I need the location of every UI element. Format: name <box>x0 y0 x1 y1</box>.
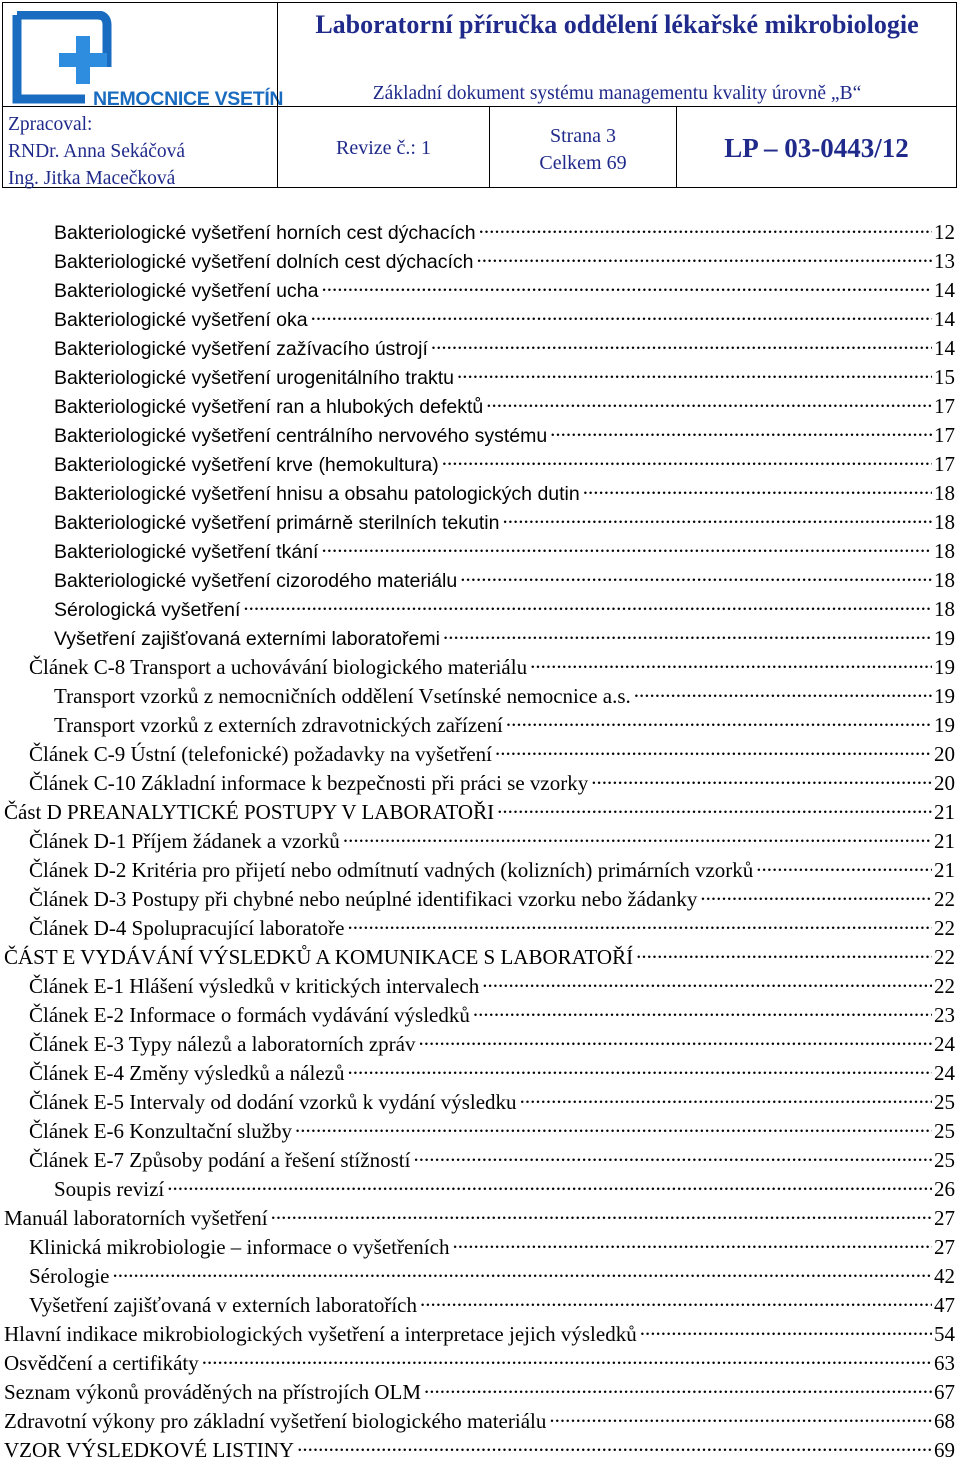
toc-dot-leader <box>460 567 932 587</box>
toc-entry-page: 18 <box>934 568 955 592</box>
toc-entry-page: 68 <box>934 1409 955 1433</box>
page-info <box>490 123 676 177</box>
toc-dot-leader <box>321 277 932 297</box>
toc-entry[interactable] <box>0 712 955 740</box>
toc-dot-leader <box>167 1176 932 1196</box>
toc-entry-page: 14 <box>934 307 955 331</box>
toc-dot-leader <box>112 1263 932 1283</box>
toc-entry[interactable] <box>0 596 955 624</box>
toc-entry-page: 13 <box>934 249 955 273</box>
toc-entry-label: Bakteriologické vyšetření tkání <box>54 541 319 563</box>
toc-entry-label: Článek D-3 Postupy při chybné nebo neúplné identifikaci vzorku nebo žádanky <box>29 887 698 911</box>
toc-entry-label: Klinická mikrobiologie – informace o vyšetřeních <box>29 1235 450 1259</box>
toc-entry[interactable] <box>0 1147 955 1175</box>
revision-cell <box>277 106 490 188</box>
toc-entry-page: 23 <box>934 1003 955 1027</box>
document-header <box>2 2 957 188</box>
toc-entry-label: Manuál laboratorních vyšetření <box>4 1206 268 1230</box>
toc-entry-label: Transport vzorků z nemocničních oddělení Vsetínské nemocnice a.s. <box>54 684 631 708</box>
title-cell <box>277 2 957 107</box>
toc-entry-label: Bakteriologické vyšetření hnisu a obsahu patologických dutin <box>54 483 580 505</box>
toc-dot-leader <box>482 973 932 993</box>
toc-entry[interactable] <box>0 1350 955 1378</box>
toc-dot-leader <box>506 712 932 732</box>
toc-entry-label: Bakteriologické vyšetření krve (hemokultura) <box>54 454 439 476</box>
toc-entry[interactable] <box>0 1234 955 1262</box>
author-name-1: RNDr. Anna Sekáčová <box>8 141 186 162</box>
toc-dot-leader <box>497 799 932 819</box>
toc-entry-page: 27 <box>934 1206 955 1230</box>
toc-entry-page: 18 <box>934 539 955 563</box>
toc-dot-leader <box>502 509 932 529</box>
toc-dot-leader <box>202 1350 932 1370</box>
toc-entry-label: Sérologická vyšetření <box>54 599 241 621</box>
toc-entry-label: Bakteriologické vyšetření horních cest dýchacích <box>54 222 476 244</box>
toc-entry-label: Článek D-4 Spolupracující laboratoře <box>29 916 345 940</box>
toc-entry[interactable] <box>0 770 955 798</box>
toc-entry-label: Článek E-7 Způsoby podání a řešení stížností <box>29 1148 411 1172</box>
toc-entry-page: 19 <box>934 655 955 679</box>
toc-dot-leader <box>295 1118 932 1138</box>
toc-entry-page: 19 <box>934 713 955 737</box>
toc-entry-page: 15 <box>934 365 955 389</box>
toc-entry-label: Bakteriologické vyšetření centrálního nervového systému <box>54 425 548 447</box>
toc-entry-page: 17 <box>934 394 955 418</box>
toc-entry[interactable] <box>0 625 955 653</box>
toc-dot-leader <box>419 1031 933 1051</box>
toc-entry[interactable] <box>0 1002 955 1030</box>
toc-entry-page: 22 <box>934 945 955 969</box>
toc-entry-label: Transport vzorků z externích zdravotnických zařízení <box>54 713 503 737</box>
toc-entry-page: 20 <box>934 771 955 795</box>
toc-entry-label: Článek E-1 Hlášení výsledků v kritických intervalech <box>29 974 480 998</box>
toc-entry-page: 22 <box>934 974 955 998</box>
toc-dot-leader <box>271 1205 932 1225</box>
toc-entry-label: Bakteriologické vyšetření zažívacího ústrojí <box>54 338 428 360</box>
toc-dot-leader <box>473 1002 932 1022</box>
toc-dot-leader <box>443 625 932 645</box>
toc-entry[interactable] <box>0 973 955 1001</box>
toc-dot-leader <box>297 1437 932 1457</box>
toc-entry[interactable] <box>0 1118 955 1146</box>
toc-entry-page: 20 <box>934 742 955 766</box>
toc-entry-label: Vyšetření zajišťovaná v externích laboratořích <box>29 1293 417 1317</box>
toc-entry[interactable] <box>0 277 955 305</box>
toc-dot-leader <box>343 828 932 848</box>
toc-entry-page: 42 <box>934 1264 955 1288</box>
toc-entry-label: ČÁST E VYDÁVÁNÍ VÝSLEDKŮ A KOMUNIKACE S LABORATOŘÍ <box>4 945 634 969</box>
toc-entry-page: 67 <box>934 1380 955 1404</box>
toc-dot-leader <box>636 944 932 964</box>
toc-dot-leader <box>495 741 932 761</box>
toc-dot-leader <box>321 538 932 558</box>
toc-entry-label: Článek E-5 Intervaly od dodání vzorků k vydání výsledku <box>29 1090 517 1114</box>
toc-entry-label: Zdravotní výkony pro základní vyšetření biologického materiálu <box>4 1409 547 1433</box>
revision-number: Revize č.: 1 <box>336 137 431 159</box>
toc-entry[interactable] <box>0 1176 955 1204</box>
toc-entry-page: 22 <box>934 887 955 911</box>
toc-entry[interactable] <box>0 1060 955 1088</box>
toc-entry-page: 12 <box>934 220 955 244</box>
toc-dot-leader <box>550 422 932 442</box>
toc-entry-page: 26 <box>934 1177 955 1201</box>
toc-entry-page: 21 <box>934 829 955 853</box>
toc-dot-leader <box>520 1089 932 1109</box>
logo-cell <box>2 2 284 110</box>
toc-entry-label: Vyšetření zajišťovaná externími laboratořemi <box>54 628 440 650</box>
toc-entry-label: Bakteriologické vyšetření cizorodého materiálu <box>54 570 458 592</box>
toc-dot-leader <box>640 1321 932 1341</box>
toc-dot-leader <box>243 596 932 616</box>
toc-entry-page: 24 <box>934 1061 955 1085</box>
toc-entry[interactable] <box>0 509 955 537</box>
toc-entry-label: Hlavní indikace mikrobiologických vyšetření a interpretace jejich výsledků <box>4 1322 637 1346</box>
toc-entry-label: Bakteriologické vyšetření dolních cest dýchacích <box>54 251 474 273</box>
page-number: Strana 3 <box>549 125 617 147</box>
toc-dot-leader <box>479 219 932 239</box>
author-label: Zpracoval: <box>8 114 93 135</box>
toc-entry-page: 17 <box>934 452 955 476</box>
toc-entry[interactable] <box>0 915 955 943</box>
toc-entry-label: Článek D-2 Kritéria pro přijetí nebo odmítnutí vadných (kolizních) primárních vzorků <box>29 858 754 882</box>
toc-entry-label: Článek E-4 Změny výsledků a nálezů <box>29 1061 345 1085</box>
toc-entry-label: Článek E-2 Informace o formách vydávání výsledků <box>29 1003 470 1027</box>
page-cell <box>489 106 677 188</box>
toc-dot-leader <box>700 886 932 906</box>
toc-entry[interactable] <box>0 1292 955 1320</box>
toc-entry-page: 47 <box>934 1293 955 1317</box>
toc-entry[interactable] <box>0 683 955 711</box>
toc-dot-leader <box>549 1408 932 1428</box>
toc-dot-leader <box>591 770 932 790</box>
toc-entry-label: Článek D-1 Příjem žádanek a vzorků <box>29 829 340 853</box>
toc-entry[interactable] <box>0 1321 955 1349</box>
toc-entry-page: 24 <box>934 1032 955 1056</box>
toc-dot-leader <box>530 654 932 674</box>
toc-entry-page: 18 <box>934 597 955 621</box>
toc-dot-leader <box>347 915 932 935</box>
toc-entry-page: 21 <box>934 858 955 882</box>
author-block <box>8 111 185 192</box>
toc-dot-leader <box>583 480 932 500</box>
toc-entry-page: 27 <box>934 1235 955 1259</box>
toc-entry[interactable] <box>0 306 955 334</box>
toc-dot-leader <box>452 1234 932 1254</box>
toc-entry-label: Bakteriologické vyšetření ran a hlubokých defektů <box>54 396 484 418</box>
toc-dot-leader <box>431 335 932 355</box>
toc-entry[interactable] <box>0 828 955 856</box>
toc-entry[interactable] <box>0 422 955 450</box>
document-subtitle: Základní dokument systému managementu kvality úrovně „B“ <box>372 83 862 104</box>
toc-entry-label: Seznam výkonů prováděných na přístrojích OLM <box>4 1380 421 1404</box>
toc-entry[interactable] <box>0 1089 955 1117</box>
toc-entry-label: Bakteriologické vyšetření urogenitálního traktu <box>54 367 454 389</box>
toc-entry[interactable] <box>0 567 955 595</box>
toc-entry[interactable] <box>0 1408 955 1436</box>
toc-entry-page: 69 <box>934 1438 955 1462</box>
toc-entry[interactable] <box>0 335 955 363</box>
toc-entry[interactable] <box>0 654 955 682</box>
toc-entry-page: 21 <box>934 800 955 824</box>
toc-entry-page: 18 <box>934 481 955 505</box>
toc-dot-leader <box>311 306 932 326</box>
toc-entry-label: VZOR VÝSLEDKOVÉ LISTINY <box>4 1438 295 1462</box>
toc-entry-label: Soupis revizí <box>54 1177 165 1201</box>
toc-entry[interactable] <box>0 248 955 276</box>
toc-entry-page: 19 <box>934 684 955 708</box>
toc-entry[interactable] <box>0 364 955 392</box>
toc-entry-label: Článek C-8 Transport a uchovávání biologického materiálu <box>29 655 528 679</box>
toc-entry[interactable] <box>0 1379 955 1407</box>
toc-entry-page: 17 <box>934 423 955 447</box>
toc-entry-page: 63 <box>934 1351 955 1375</box>
toc-entry-label: Článek E-6 Konzultační služby <box>29 1119 293 1143</box>
toc-entry-page: 18 <box>934 510 955 534</box>
toc-entry-page: 54 <box>934 1322 955 1346</box>
toc-entry-label: Bakteriologické vyšetření oka <box>54 309 308 331</box>
toc-dot-leader <box>476 248 932 268</box>
toc-dot-leader <box>347 1060 932 1080</box>
toc-dot-leader <box>457 364 932 384</box>
toc-entry[interactable] <box>0 857 955 885</box>
document-code: LP – 03-0443/12 <box>724 133 909 163</box>
toc-entry-label: Článek E-3 Typy nálezů a laboratorních zpráv <box>29 1032 416 1056</box>
toc-entry-label: Článek C-10 Základní informace k bezpečnosti při práci se vzorky <box>29 771 589 795</box>
toc-dot-leader <box>424 1379 932 1399</box>
toc-entry-page: 14 <box>934 278 955 302</box>
toc-entry[interactable] <box>0 393 955 421</box>
page-total: Celkem 69 <box>539 152 627 174</box>
author-name-2: Ing. Jitka Macečková <box>8 168 176 189</box>
toc-entry-page: 25 <box>934 1148 955 1172</box>
toc-entry[interactable] <box>0 741 955 769</box>
toc-entry-label: Osvědčení a certifikáty <box>4 1351 199 1375</box>
toc-entry-page: 22 <box>934 916 955 940</box>
toc-entry[interactable] <box>0 1437 955 1465</box>
code-cell <box>676 106 957 188</box>
toc-entry[interactable] <box>0 944 955 972</box>
toc-entry[interactable] <box>0 219 955 247</box>
toc-dot-leader <box>486 393 932 413</box>
toc-dot-leader <box>442 451 932 471</box>
toc-entry[interactable] <box>0 799 955 827</box>
toc-entry-page: 25 <box>934 1090 955 1114</box>
toc-entry-label: Bakteriologické vyšetření ucha <box>54 280 319 302</box>
toc-entry-label: Část D PREANALYTICKÉ POSTUPY V LABORATOŘI <box>4 800 495 824</box>
toc-entry-page: 14 <box>934 336 955 360</box>
toc-entry[interactable] <box>0 1031 955 1059</box>
toc-entry-label: Sérologie <box>29 1264 110 1288</box>
hospital-logo <box>11 11 284 110</box>
toc-entry[interactable] <box>0 451 955 479</box>
toc-dot-leader <box>634 683 932 703</box>
logo-text: NEMOCNICE VSETÍN <box>93 88 284 110</box>
toc-entry[interactable] <box>0 480 955 508</box>
toc-entry[interactable] <box>0 1205 955 1233</box>
toc-entry[interactable] <box>0 886 955 914</box>
toc-dot-leader <box>413 1147 932 1167</box>
toc-dot-leader <box>756 857 932 877</box>
toc-entry-page: 25 <box>934 1119 955 1143</box>
toc-entry[interactable] <box>0 538 955 566</box>
toc-entry[interactable] <box>0 1263 955 1291</box>
document-title: Laboratorní příručka oddělení lékařské mikrobiologie <box>315 10 919 39</box>
toc-entry-label: Bakteriologické vyšetření primárně sterilních tekutin <box>54 512 500 534</box>
toc-entry-page: 19 <box>934 626 955 650</box>
toc-entry-label: Článek C-9 Ústní (telefonické) požadavky na vyšetření <box>29 742 493 766</box>
toc-dot-leader <box>420 1292 932 1312</box>
author-cell <box>2 106 278 188</box>
